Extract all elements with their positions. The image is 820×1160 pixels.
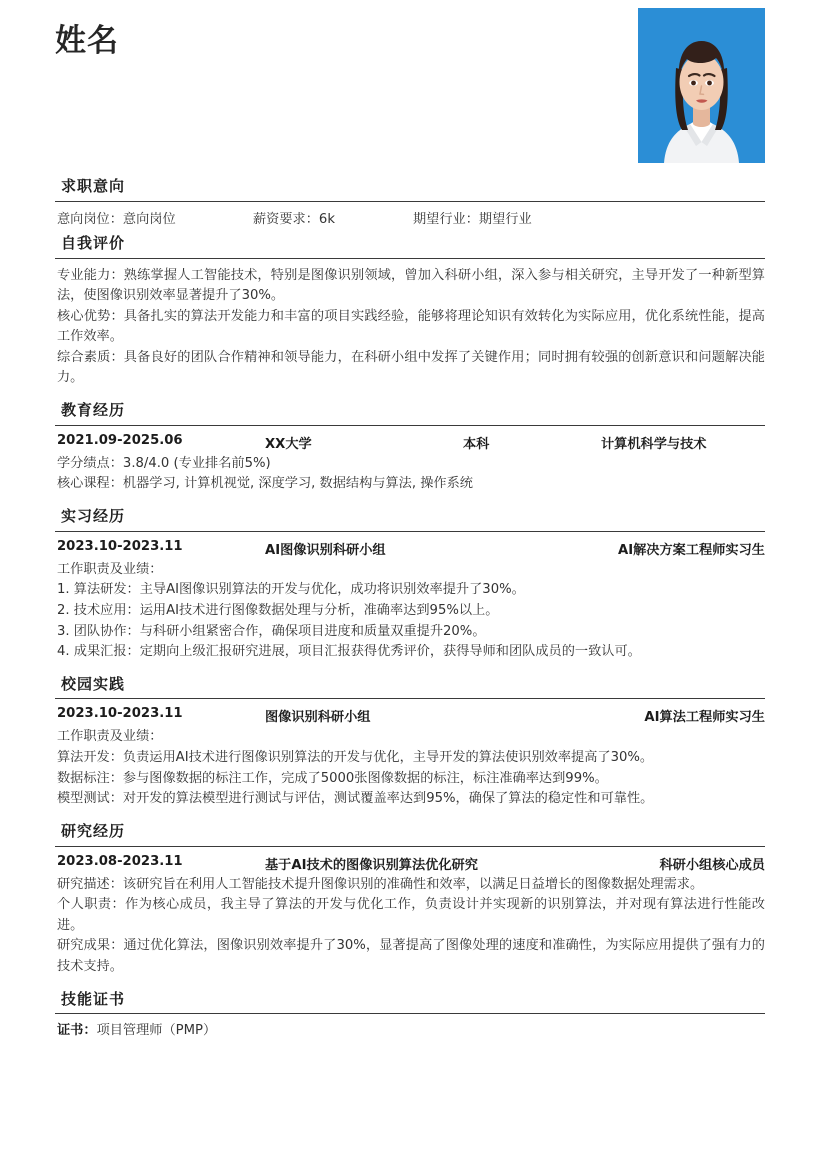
research-paragraph: 研究成果：通过优化算法，图像识别效率提升了30%，显著提高了图像处理的速度和准确性，为实际应用提供了强有力的技术支持。 (57, 938, 765, 974)
education-school: XX大学 (265, 436, 312, 452)
internship-subheading: 工作职责及业绩： (57, 561, 163, 577)
section-divider (55, 698, 765, 699)
avatar (638, 8, 765, 163)
list-item: 1. 算法研发：主导AI图像识别算法的开发与优化，成功将识别效率提升了30%。 (57, 582, 525, 598)
campus-practice-role: AI算法工程师实习生 (644, 710, 765, 726)
education-courses: 核心课程：机器学习, 计算机视觉, 深度学习, 数据结构与算法, 操作系统 (57, 476, 473, 492)
page-title: 姓名 (55, 23, 119, 59)
list-item: 2. 技术应用：运用AI技术进行图像数据处理与分析，准确率达到95%以上。 (57, 602, 499, 618)
internship-bullets (55, 580, 765, 662)
list-item: 算法开发：负责运用AI技术进行图像识别算法的开发与优化，主导开发的算法使识别效率提高了30%。 (57, 750, 654, 766)
resume-header (55, 0, 765, 175)
job-intention-fields (55, 209, 765, 232)
section-title-campus-practice: 校园实践 (61, 674, 126, 693)
internship-date: 2023.10-2023.11 (57, 538, 183, 554)
campus-practice-entry-header (55, 706, 765, 727)
section-title-job-intention: 求职意向 (61, 177, 126, 195)
section-campus-practice (55, 675, 765, 810)
section-title-self-evaluation: 自我评价 (61, 233, 126, 252)
section-education (55, 401, 765, 495)
section-divider (55, 531, 765, 532)
campus-practice-subheading: 工作职责及业绩： (57, 729, 163, 745)
campus-practice-date: 2023.10-2023.11 (57, 706, 183, 722)
research-date: 2023.08-2023.11 (57, 853, 183, 869)
section-divider (55, 258, 765, 259)
section-self-evaluation (55, 234, 765, 389)
field-expected-industry: 期望行业：期望行业 (413, 211, 532, 227)
research-role: 科研小组核心成员 (659, 857, 765, 873)
education-date: 2021.09-2025.06 (57, 432, 183, 448)
section-skills-certificates (55, 990, 765, 1042)
internship-organization: AI图像识别科研小组 (265, 542, 386, 558)
section-internship (55, 507, 765, 663)
internship-role: AI解决方案工程师实习生 (618, 542, 765, 558)
internship-entry-header (55, 539, 765, 560)
research-project-title: 基于AI技术的图像识别算法优化研究 (265, 857, 478, 873)
education-gpa: 学分绩点：3.8/4.0 (专业排名前5%) (57, 455, 271, 471)
research-paragraph: 个人职责：作为核心成员，我主导了算法的开发与优化工作，负责设计并实现新的识别算法，并对现有算法进行性能改进。 (57, 897, 765, 933)
list-item: 模型测试：对开发的算法模型进行测试与评估，测试覆盖率达到95%，确保了算法的稳定性和可靠性。 (57, 791, 654, 807)
field-expected-salary: 薪资要求：6k (253, 211, 335, 227)
section-research (55, 822, 765, 978)
certificate-value: 项目管理师（PMP） (96, 1023, 217, 1039)
section-title-internship: 实习经历 (61, 507, 126, 525)
section-job-intention (55, 177, 765, 232)
self-evaluation-paragraph: 专业能力：熟练掌握人工智能技术，特别是图像识别领域，曾加入科研小组，深入参与相关研究，主导开发了一种新型算法，使图像识别效率显著提升了30%。 (57, 267, 765, 304)
research-entry-header (55, 854, 765, 875)
field-target-position: 意向岗位：意向岗位 (57, 211, 176, 227)
list-item: 3. 团队协作：与科研小组紧密合作，确保项目进度和质量双重提升20%。 (57, 623, 486, 639)
section-divider (55, 1013, 765, 1014)
campus-practice-bullets (55, 748, 765, 810)
research-paragraph: 研究描述：该研究旨在利用人工智能技术提升图像识别的准确性和效率，以满足日益增长的图像数据处理需求。 (57, 876, 704, 892)
section-title-skills-certificates: 技能证书 (61, 989, 126, 1008)
education-degree: 本科 (463, 436, 490, 452)
self-evaluation-paragraph: 综合素质：具备良好的团队合作精神和领导能力，在科研小组中发挥了关键作用；同时拥有较强的创新意识和问题解决能力。 (57, 349, 765, 386)
list-item: 4. 成果汇报：定期向上级汇报研究进展，项目汇报获得优秀评价，获得导师和团队成员的一致认可。 (57, 644, 641, 660)
list-item: 数据标注：参与图像数据的标注工作，完成了5000张图像数据的标注，标注准确率达到99%。 (57, 770, 608, 786)
self-evaluation-paragraph: 核心优势：具备扎实的算法开发能力和丰富的项目实践经验，能够将理论知识有效转化为实际应用，优化系统性能，提高工作效率。 (57, 308, 765, 345)
campus-practice-organization: 图像识别科研小组 (265, 710, 371, 726)
section-title-research: 研究经历 (61, 821, 126, 840)
certificate-label: 证书： (57, 1023, 97, 1039)
education-major: 计算机科学与技术 (601, 436, 707, 452)
section-title-education: 教育经历 (61, 401, 126, 420)
section-divider (55, 201, 765, 202)
certificate-line (55, 1021, 765, 1042)
section-divider (55, 425, 765, 426)
education-entry-header (55, 433, 765, 454)
section-divider (55, 846, 765, 847)
